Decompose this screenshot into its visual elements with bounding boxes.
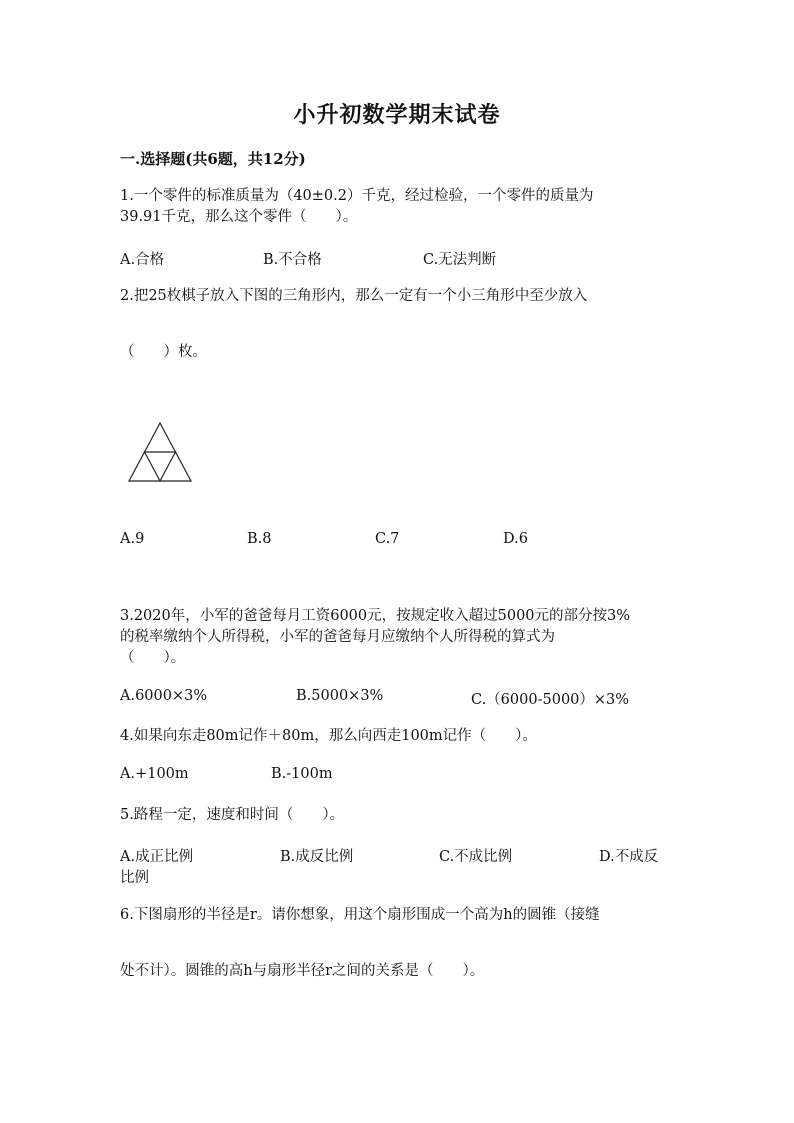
question-3-line-2: 的税率缴纳个人所得税，小军的爸爸每月应缴纳个人所得税的算式为 xyxy=(120,629,555,645)
question-2-line-2: （ ）枚。 xyxy=(120,344,207,360)
question-1-option-b[interactable]: B.不合格 xyxy=(263,252,322,268)
question-6-line-1: 6.下图扇形的半径是r。请你想象，用这个扇形围成一个高为h的圆锥（接缝 xyxy=(120,907,600,923)
question-5-option-d[interactable]: D.不成反 xyxy=(599,849,659,865)
question-5-option-a[interactable]: A.成正比例 xyxy=(120,849,194,865)
question-4-option-a[interactable]: A.+100m xyxy=(120,766,189,782)
question-2-option-d[interactable]: D.6 xyxy=(503,531,528,547)
triangle-figure xyxy=(126,420,196,486)
question-1-option-c[interactable]: C.无法判断 xyxy=(423,252,497,268)
question-3-option-b[interactable]: B.5000×3% xyxy=(296,688,384,704)
question-3-option-a[interactable]: A.6000×3% xyxy=(120,688,208,704)
question-2-option-c[interactable]: C.7 xyxy=(375,531,400,547)
question-1-line-2: 39.91千克，那么这个零件（ ）。 xyxy=(120,209,358,225)
question-1-line-1: 1.一个零件的标准质量为（40±0.2）千克，经过检验，一个零件的质量为 xyxy=(120,188,594,204)
question-2-line-1: 2.把25枚棋子放入下图的三角形内，那么一定有一个小三角形中至少放入 xyxy=(120,288,588,304)
question-4-option-b[interactable]: B.-100m xyxy=(271,766,333,782)
question-5-option-d-wrap: 比例 xyxy=(120,870,149,886)
question-5-line-1: 5.路程一定，速度和时间（ ）。 xyxy=(120,807,345,823)
question-1-option-a[interactable]: A.合格 xyxy=(120,252,165,268)
question-2-option-a[interactable]: A.9 xyxy=(120,531,145,547)
question-2-option-b[interactable]: B.8 xyxy=(247,531,272,547)
section-heading: 一.选择题(共6题，共12分) xyxy=(120,150,306,168)
question-3-line-1: 3.2020年，小军的爸爸每月工资6000元，按规定收入超过5000元的部分按3% xyxy=(120,608,631,624)
question-5-option-c[interactable]: C.不成比例 xyxy=(439,849,513,865)
question-5-option-b[interactable]: B.成反比例 xyxy=(280,849,354,865)
page-title: 小升初数学期末试卷 xyxy=(293,102,501,128)
question-6-line-2: 处不计）。圆锥的高h与扇形半径r之间的关系是（ ）。 xyxy=(120,963,485,979)
question-3-line-3: （ ）。 xyxy=(120,650,186,666)
question-3-option-c[interactable]: C.（6000-5000）×3% xyxy=(471,692,630,708)
question-4-line-1: 4.如果向东走80m记作＋80m，那么向西走100m记作（ ）。 xyxy=(120,728,537,744)
